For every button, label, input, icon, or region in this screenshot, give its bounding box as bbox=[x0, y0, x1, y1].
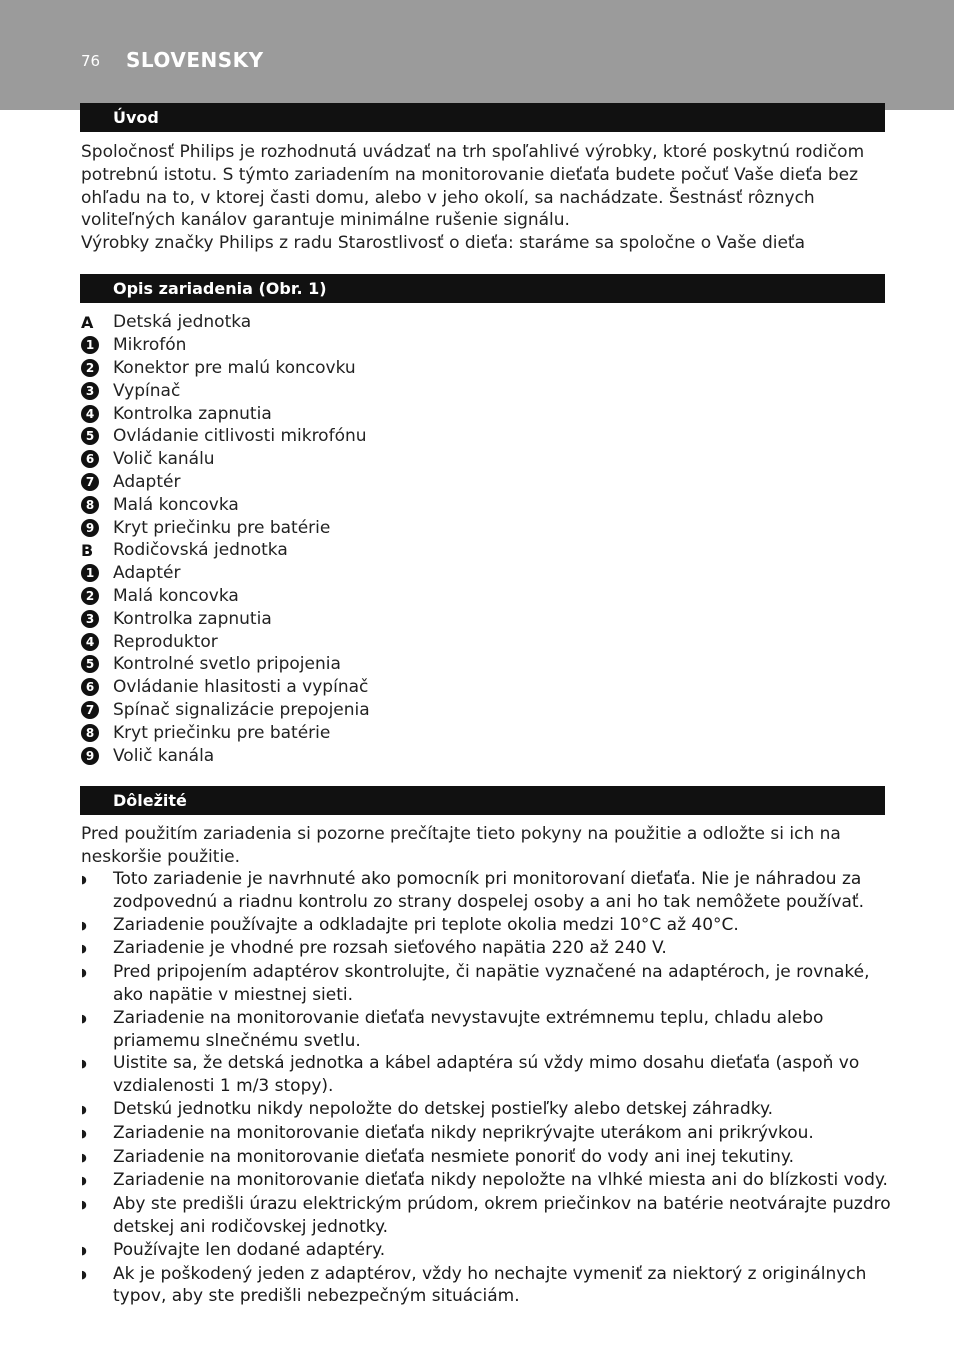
list-item bbox=[81, 448, 370, 471]
list-item bbox=[81, 630, 370, 653]
bullet-icon: ◗ bbox=[81, 1267, 87, 1281]
bullet-text: Ak je poškodený jeden z adaptérov, vždy ho nechajte vymeniť za niektorý z originálnych typov, aby ste predišli nebezpečným situáciám. bbox=[113, 1263, 867, 1307]
list-item bbox=[81, 334, 370, 357]
bullet-icon: ◗ bbox=[81, 1198, 87, 1212]
bullet-text: Toto zariadenie je navrhnuté ako pomocník pri monitorovaní dieťaťa. Nie je náhradou za zodpovednú a riadnu kontrolu zo strany dospelej osoby a ani ho tak nemôžete používať. bbox=[113, 869, 864, 912]
list-item-label: Ovládanie hlasitosti a vypínač bbox=[113, 677, 369, 698]
list-marker bbox=[81, 701, 113, 719]
list-item bbox=[81, 493, 370, 516]
bullet-text: Zariadenie je vhodné pre rozsah sieťového napätia 220 až 240 V. bbox=[113, 938, 667, 959]
letter-label: B bbox=[81, 540, 94, 560]
list-item bbox=[81, 653, 370, 676]
number-badge: 7 bbox=[81, 473, 99, 491]
list-item-label: Kryt priečinku pre batérie bbox=[113, 517, 331, 538]
number-badge: 6 bbox=[81, 678, 99, 696]
number-badge: 6 bbox=[81, 450, 99, 468]
list-item-label: Malá koncovka bbox=[113, 494, 239, 515]
letter-label: A bbox=[81, 312, 94, 332]
bullet-item bbox=[81, 1122, 891, 1146]
bullet-icon: ◗ bbox=[81, 918, 87, 932]
bullet-text: Aby ste predišli úrazu elektrickým prúdom, okrem priečinkov na batérie neotvárajte puzdro detskej ani rodičovskej jednotky. bbox=[113, 1194, 891, 1237]
list-item-label: Volič kanálu bbox=[113, 449, 215, 470]
bullet-item bbox=[81, 1239, 891, 1263]
bullet-text: Zariadenie na monitorovanie dieťaťa nesmiete ponoriť do vody ani inej tekutiny. bbox=[113, 1146, 794, 1167]
section-heading-important: Dôležité bbox=[80, 786, 885, 815]
list-item bbox=[81, 744, 370, 767]
page-number: 76 bbox=[81, 52, 101, 70]
list-item-label: Konektor pre malú koncovku bbox=[113, 357, 356, 378]
list-item bbox=[81, 379, 370, 402]
bullet-item bbox=[81, 961, 891, 1007]
device-parts-list bbox=[81, 311, 370, 767]
list-item-label: Detská jednotka bbox=[113, 312, 252, 333]
list-item-label: Kryt priečinku pre batérie bbox=[113, 722, 331, 743]
list-marker bbox=[81, 747, 113, 765]
list-item-label: Spínač signalizácie prepojenia bbox=[113, 699, 370, 720]
bullet-icon: ◗ bbox=[81, 1150, 87, 1164]
list-marker bbox=[81, 473, 113, 491]
list-item bbox=[81, 721, 370, 744]
bullet-item bbox=[81, 937, 891, 961]
list-marker bbox=[81, 496, 113, 514]
bullet-icon: ◗ bbox=[81, 1011, 87, 1025]
list-marker bbox=[81, 564, 113, 582]
safety-bullet-list bbox=[81, 868, 891, 1308]
list-item-label: Adaptér bbox=[113, 563, 181, 584]
bullet-icon: ◗ bbox=[81, 942, 87, 956]
list-item bbox=[81, 311, 370, 334]
bullet-text: Pred pripojením adaptérov skontrolujte, či napätie vyznačené na adaptéroch, je rovnaké, ako napätie v miestnej sieti. bbox=[113, 962, 870, 1005]
list-item-label: Kontrolka zapnutia bbox=[113, 403, 272, 424]
list-marker bbox=[81, 678, 113, 696]
bullet-icon: ◗ bbox=[81, 1126, 87, 1140]
list-marker bbox=[81, 610, 113, 628]
bullet-icon: ◗ bbox=[81, 1102, 87, 1116]
bullet-item bbox=[81, 1146, 891, 1170]
list-item-label: Ovládanie citlivosti mikrofónu bbox=[113, 426, 367, 447]
list-marker bbox=[81, 427, 113, 445]
list-item-label: Kontrolné svetlo pripojenia bbox=[113, 654, 341, 675]
number-badge: 1 bbox=[81, 336, 99, 354]
list-item-label: Reproduktor bbox=[113, 631, 218, 652]
intro-paragraph: Spoločnosť Philips je rozhodnutá uvádzať na trh spoľahlivé výrobky, ktoré poskytnú rodičom potrebnú istotu. S týmto zariadením na monitorovanie dieťaťa budete počuť Vaše dieťa bez ohľadu na to, v ktorej časti domu, alebo v jeho okolí, sa nachádzate. Šestnásť rôznych voliteľných kanálov garantuje minimálne rušenie signálu. bbox=[81, 142, 865, 231]
number-badge: 9 bbox=[81, 519, 99, 537]
list-item-label: Mikrofón bbox=[113, 335, 187, 356]
intro-tagline: Výrobky značky Philips z radu Starostlivosť o dieťa: staráme sa spoločne o Vaše dieťa bbox=[81, 233, 806, 253]
section-heading-description: Opis zariadenia (Obr. 1) bbox=[80, 274, 885, 303]
list-item bbox=[81, 676, 370, 699]
bullet-item bbox=[81, 1263, 891, 1309]
list-item bbox=[81, 516, 370, 539]
number-badge: 4 bbox=[81, 633, 99, 651]
bullet-text: Zariadenie na monitorovanie dieťaťa nevystavujte extrémnemu teplu, chladu alebo priamemu slnečnému svetlu. bbox=[113, 1007, 824, 1051]
list-marker bbox=[81, 633, 113, 651]
list-marker bbox=[81, 359, 113, 377]
bullet-icon: ◗ bbox=[81, 966, 87, 980]
list-marker bbox=[81, 336, 113, 354]
bullet-item bbox=[81, 1052, 891, 1098]
bullet-icon: ◗ bbox=[81, 1174, 87, 1188]
bullet-item bbox=[81, 914, 891, 938]
list-item bbox=[81, 539, 370, 562]
list-marker bbox=[81, 450, 113, 468]
bullet-icon: ◗ bbox=[81, 873, 87, 886]
bullet-item bbox=[81, 868, 891, 914]
section-heading-intro: Úvod bbox=[80, 103, 885, 132]
list-item-label: Malá koncovka bbox=[113, 585, 239, 606]
list-item bbox=[81, 699, 370, 722]
number-badge: 9 bbox=[81, 747, 99, 765]
number-badge: 3 bbox=[81, 382, 99, 400]
number-badge: 1 bbox=[81, 564, 99, 582]
bullet-text: Uistite sa, že detská jednotka a kábel adaptéra sú vždy mimo dosahu dieťaťa (aspoň vo vzdialenosti 1 m/3 stopy). bbox=[113, 1053, 860, 1097]
list-marker bbox=[81, 587, 113, 605]
bullet-text: Zariadenie používajte a odkladajte pri teplote okolia medzi 10°C až 40°C. bbox=[113, 914, 739, 935]
bullet-text: Zariadenie na monitorovanie dieťaťa nikdy neprikrývajte uterákom ani prikrývkou. bbox=[113, 1122, 814, 1143]
list-marker bbox=[81, 655, 113, 673]
list-item bbox=[81, 607, 370, 630]
page-header bbox=[0, 0, 954, 110]
list-item-label: Volič kanála bbox=[113, 745, 215, 766]
list-marker bbox=[81, 519, 113, 537]
list-item-label: Rodičovská jednotka bbox=[113, 540, 288, 561]
list-item bbox=[81, 471, 370, 494]
list-marker bbox=[81, 405, 113, 423]
bullet-text: Zariadenie na monitorovanie dieťaťa nikdy nepoložte na vlhké miesta ani do blízkosti vody. bbox=[113, 1170, 888, 1191]
number-badge: 8 bbox=[81, 496, 99, 514]
list-marker bbox=[81, 313, 113, 332]
list-item-label: Adaptér bbox=[113, 471, 181, 492]
language-title: SLOVENSKY bbox=[126, 48, 264, 72]
list-marker bbox=[81, 541, 113, 560]
list-item-label: Kontrolka zapnutia bbox=[113, 608, 272, 629]
list-item bbox=[81, 425, 370, 448]
bullet-text: Detskú jednotku nikdy nepoložte do detskej postieľky alebo detskej záhradky. bbox=[113, 1098, 774, 1119]
list-item bbox=[81, 402, 370, 425]
list-marker bbox=[81, 724, 113, 742]
bullet-item bbox=[81, 1098, 891, 1122]
number-badge: 4 bbox=[81, 405, 99, 423]
number-badge: 2 bbox=[81, 587, 99, 605]
list-marker bbox=[81, 382, 113, 400]
list-item bbox=[81, 585, 370, 608]
number-badge: 5 bbox=[81, 655, 99, 673]
bullet-icon: ◗ bbox=[81, 1057, 87, 1071]
number-badge: 3 bbox=[81, 610, 99, 628]
important-intro: Pred použitím zariadenia si pozorne prečítajte tieto pokyny na použitie a odložte si ich na neskoršie použitie. bbox=[81, 824, 841, 867]
number-badge: 7 bbox=[81, 701, 99, 719]
bullet-item bbox=[81, 1193, 891, 1239]
list-item bbox=[81, 562, 370, 585]
bullet-item bbox=[81, 1007, 891, 1053]
number-badge: 8 bbox=[81, 724, 99, 742]
number-badge: 2 bbox=[81, 359, 99, 377]
number-badge: 5 bbox=[81, 427, 99, 445]
bullet-text: Používajte len dodané adaptéry. bbox=[113, 1239, 386, 1260]
list-item-label: Vypínač bbox=[113, 380, 181, 401]
list-item bbox=[81, 357, 370, 380]
bullet-item bbox=[81, 1169, 891, 1193]
bullet-icon: ◗ bbox=[81, 1243, 87, 1257]
